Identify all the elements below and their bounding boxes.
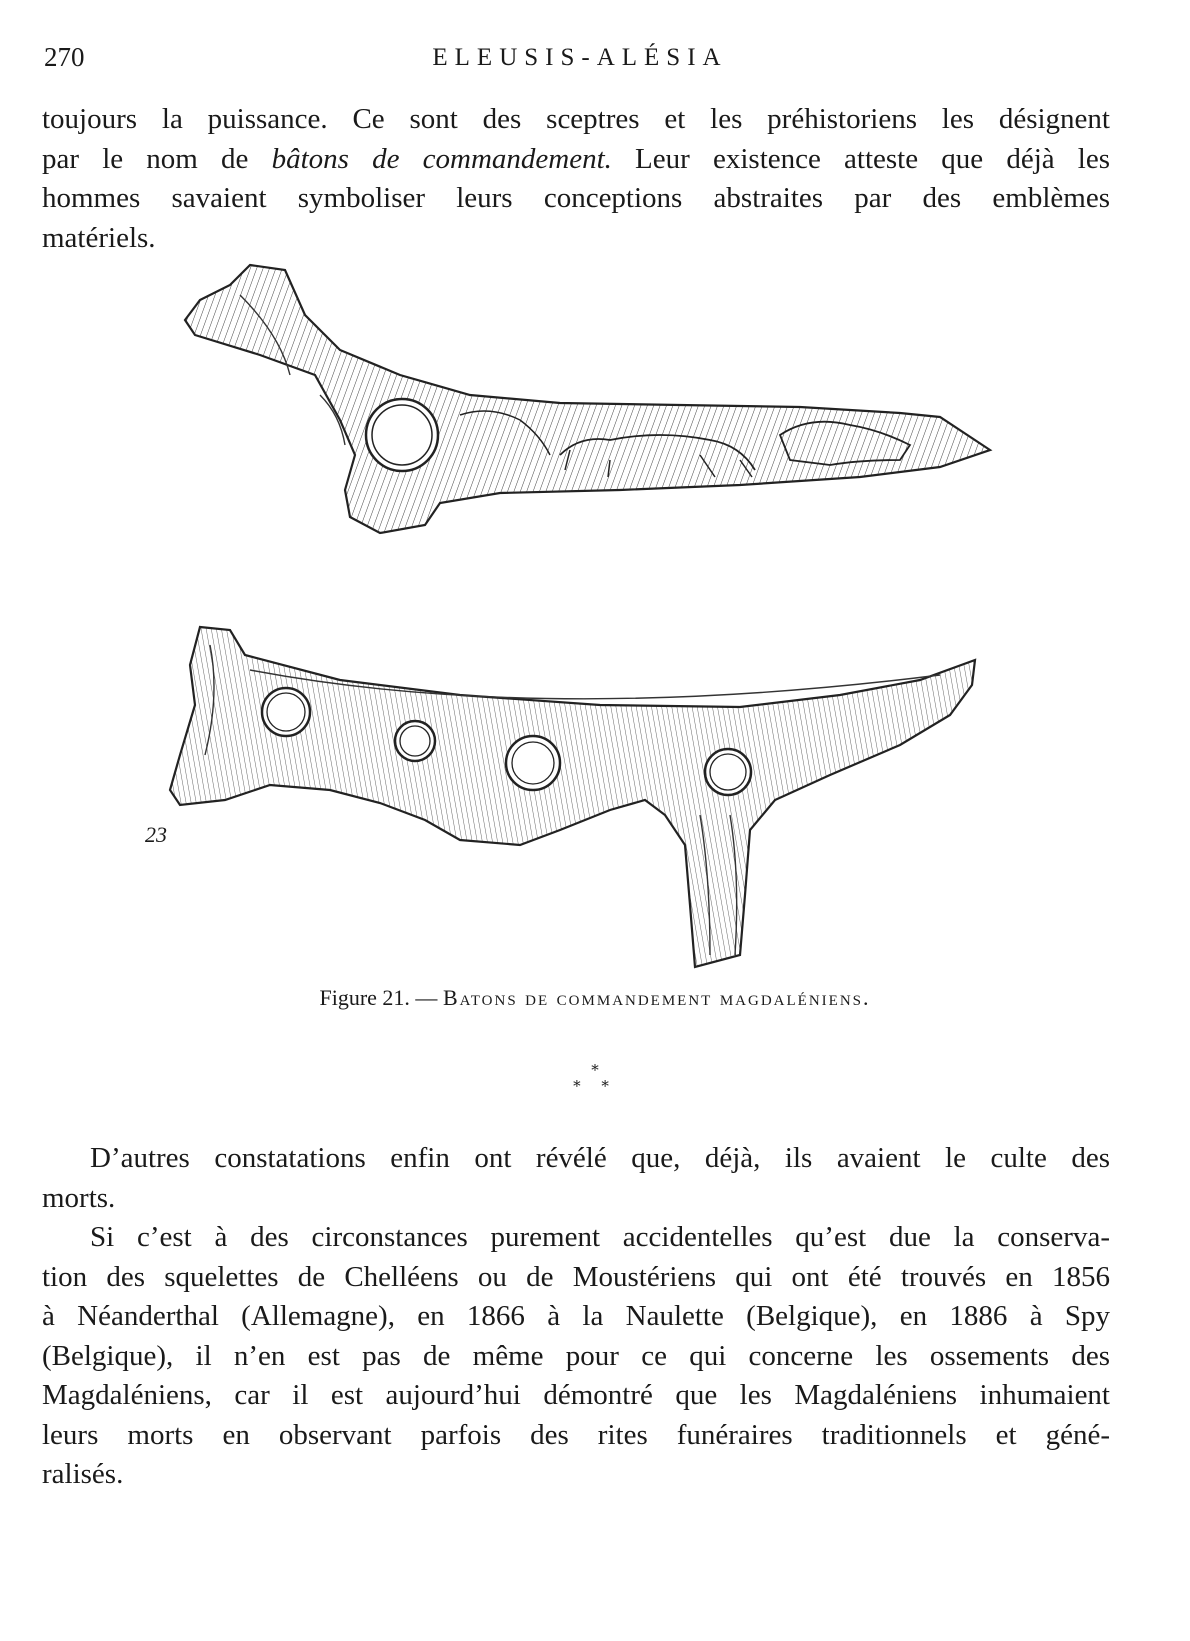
text-line: à Néanderthal (Allemagne), en 1866 à la Naulette (Belgique), en 1886 à Spy	[42, 1300, 1110, 1332]
text-span: par le nom de	[42, 142, 272, 175]
text-line	[42, 140, 1110, 180]
asterism-top: *	[591, 1061, 599, 1079]
text-line: D’autres constatations enfin ont révélé que, déjà, ils avaient le culte des	[90, 1142, 1110, 1174]
paragraph-culte	[42, 1139, 1110, 1218]
upper-baton-drawing	[185, 265, 990, 533]
figure-illustration	[140, 255, 1020, 985]
text-line: toujours la puissance. Ce sont des sceptres et les préhistoriens les désignent	[42, 103, 1110, 135]
text-line: Si c’est à des circonstances purement accidentelles qu’est due la conserva-	[90, 1221, 1110, 1253]
text-line: ralisés.	[42, 1458, 124, 1490]
text-line: tion des squelettes de Chelléens ou de Moustériens qui ont été trouvés en 1856	[42, 1260, 1110, 1293]
page-number: 270	[44, 42, 85, 72]
text-line: leurs morts en observant parfois des rites funéraires traditionnels et géné-	[42, 1418, 1110, 1451]
paragraph-intro	[42, 100, 1110, 258]
text-line: Magdaléniens, car il est aujourd’hui démontré que les Magdaléniens inhumaient	[42, 1379, 1110, 1411]
running-title: ELEUSIS-ALÉSIA	[432, 44, 728, 71]
text-span: Leur existence atteste que déjà les	[611, 142, 1111, 175]
text-line: morts.	[42, 1181, 116, 1214]
caption-title: Batons de commandement magdaléniens.	[442, 985, 871, 1010]
running-head	[40, 42, 1120, 82]
italic-term: bâtons de commandement.	[271, 142, 612, 175]
baton-drawings	[140, 255, 1020, 985]
text-line: matériels.	[42, 221, 156, 254]
plate-number: 23	[145, 822, 167, 847]
lower-baton-drawing	[170, 627, 975, 967]
asterism-bottom: * *	[573, 1077, 617, 1095]
text-line: hommes savaient symboliser leurs conceptions abstraites par des emblèmes	[42, 182, 1110, 214]
caption-label: Figure 21. —	[319, 985, 443, 1010]
asterism	[0, 1062, 1190, 1094]
paragraph-squelettes	[42, 1218, 1110, 1495]
figure-caption	[0, 985, 1190, 1011]
text-line: (Belgique), il n’en est pas de même pour ce qui concerne les ossements des	[42, 1339, 1110, 1372]
